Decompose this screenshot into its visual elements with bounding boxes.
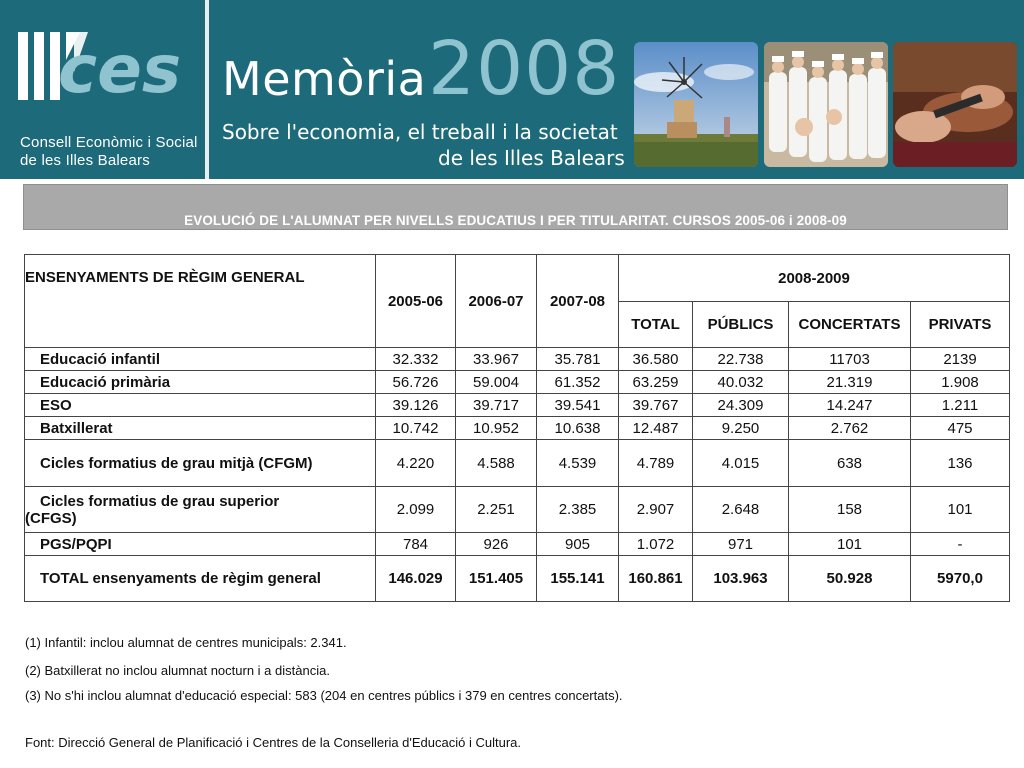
col-privats: PRIVATS	[911, 302, 1010, 348]
footnote-2: (2) Batxillerat no inclou alumnat nocturn i a distància.	[25, 663, 330, 678]
cell: 61.352	[537, 371, 619, 394]
cell: 136	[911, 440, 1010, 487]
cell: 2139	[911, 348, 1010, 371]
cell: 39.717	[456, 394, 537, 417]
cell: 905	[537, 533, 619, 556]
table-row	[25, 371, 1010, 394]
cell: 24.309	[693, 394, 789, 417]
title-bar	[23, 184, 1008, 230]
col-concertats: CONCERTATS	[789, 302, 911, 348]
cell: 2.648	[693, 487, 789, 533]
row-label	[25, 487, 376, 533]
cell: 1.908	[911, 371, 1010, 394]
cell: 2.385	[537, 487, 619, 533]
cell: 9.250	[693, 417, 789, 440]
cell: 4.789	[619, 440, 693, 487]
source-note: Font: Direcció General de Planificació i Centres de la Conselleria d'Educació i Cultura.	[25, 735, 521, 750]
memoria-title: Memòria	[222, 52, 427, 106]
cell: 56.726	[376, 371, 456, 394]
cell: 4.588	[456, 440, 537, 487]
org-name-line1: Consell Econòmic i Social	[20, 134, 198, 151]
col-2007-08: 2007-08	[537, 255, 619, 348]
table-row	[25, 487, 1010, 533]
footnote-1: (1) Infantil: inclou alumnat de centres municipals: 2.341.	[25, 635, 347, 650]
row-label: Cicles formatius de grau mitjà (CFGM)	[25, 440, 376, 487]
enrollment-table	[24, 254, 1010, 602]
cell: 158	[789, 487, 911, 533]
table-row	[25, 348, 1010, 371]
table-row	[25, 417, 1010, 440]
ces-logo-icon	[18, 30, 193, 130]
footnote-3: (3) No s'hi inclou alumnat d'educació especial: 583 (204 en centres públics i 379 en centres concertats).	[25, 688, 623, 703]
subtitle-line2: de les Illes Balears	[438, 146, 625, 170]
row-label-line2: (CFGS)	[25, 509, 77, 527]
windmill-photo	[634, 42, 758, 167]
cell: 33.967	[456, 348, 537, 371]
cell: 10.742	[376, 417, 456, 440]
row-label: ESO	[25, 394, 376, 417]
cell: 155.141	[537, 556, 619, 602]
cell: 103.963	[693, 556, 789, 602]
subtitle-line1: Sobre l'economia, el treball i la societat	[222, 120, 618, 144]
org-name-line2: de les Illes Balears	[20, 152, 150, 169]
cell: 151.405	[456, 556, 537, 602]
col-total: TOTAL	[619, 302, 693, 348]
col-publics: PÚBLICS	[693, 302, 789, 348]
cell: 4.015	[693, 440, 789, 487]
cell: 4.539	[537, 440, 619, 487]
cell: 35.781	[537, 348, 619, 371]
col-2006-07: 2006-07	[456, 255, 537, 348]
cell: 22.738	[693, 348, 789, 371]
cell: 10.952	[456, 417, 537, 440]
cell: 5970,0	[911, 556, 1010, 602]
table-row	[25, 394, 1010, 417]
row-label: PGS/PQPI	[25, 533, 376, 556]
table-row-total	[25, 556, 1010, 602]
cell: -	[911, 533, 1010, 556]
cell: 32.332	[376, 348, 456, 371]
col-group-2008-2009: 2008-2009	[619, 255, 1010, 302]
cell: 39.767	[619, 394, 693, 417]
cell: 475	[911, 417, 1010, 440]
table-row	[25, 440, 1010, 487]
row-label: Educació infantil	[25, 348, 376, 371]
cell: 101	[789, 533, 911, 556]
windmill-image-icon	[634, 42, 758, 167]
cell: 59.004	[456, 371, 537, 394]
cell: 926	[456, 533, 537, 556]
cell: 2.251	[456, 487, 537, 533]
cell: 14.247	[789, 394, 911, 417]
cell: 11703	[789, 348, 911, 371]
header-banner	[0, 0, 1024, 179]
cell: 1.211	[911, 394, 1010, 417]
section-header: ENSENYAMENTS DE RÈGIM GENERAL	[25, 255, 376, 348]
cell: 101	[911, 487, 1010, 533]
header-row-1	[25, 255, 1010, 302]
cell: 2.907	[619, 487, 693, 533]
cell: 146.029	[376, 556, 456, 602]
row-label: Educació primària	[25, 371, 376, 394]
cell: 971	[693, 533, 789, 556]
craft-image-icon	[893, 42, 1017, 167]
cell: 21.319	[789, 371, 911, 394]
cell: 50.928	[789, 556, 911, 602]
cell: 638	[789, 440, 911, 487]
row-label-line1: Cicles formatius de grau superior	[40, 492, 280, 510]
table-row	[25, 533, 1010, 556]
row-label: TOTAL ensenyaments de règim general	[25, 556, 376, 602]
cell: 39.126	[376, 394, 456, 417]
row-label: Batxillerat	[25, 417, 376, 440]
craft-photo	[893, 42, 1017, 167]
cell: 160.861	[619, 556, 693, 602]
svg-text:ces: ces	[58, 31, 182, 108]
cell: 2.099	[376, 487, 456, 533]
cell: 39.541	[537, 394, 619, 417]
cell: 10.638	[537, 417, 619, 440]
cell: 40.032	[693, 371, 789, 394]
cell: 12.487	[619, 417, 693, 440]
cell: 36.580	[619, 348, 693, 371]
cell: 2.762	[789, 417, 911, 440]
cell: 784	[376, 533, 456, 556]
table-title: EVOLUCIÓ DE L'ALUMNAT PER NIVELLS EDUCATIUS I PER TITULARITAT. CURSOS 2005-06 i 2008-09	[184, 213, 847, 228]
cell: 4.220	[376, 440, 456, 487]
cooks-photo	[764, 42, 888, 167]
memoria-year: 2008	[428, 26, 621, 112]
cooks-image-icon	[764, 42, 888, 167]
logo-panel	[0, 0, 209, 179]
cell: 1.072	[619, 533, 693, 556]
cell: 63.259	[619, 371, 693, 394]
col-2005-06: 2005-06	[376, 255, 456, 348]
